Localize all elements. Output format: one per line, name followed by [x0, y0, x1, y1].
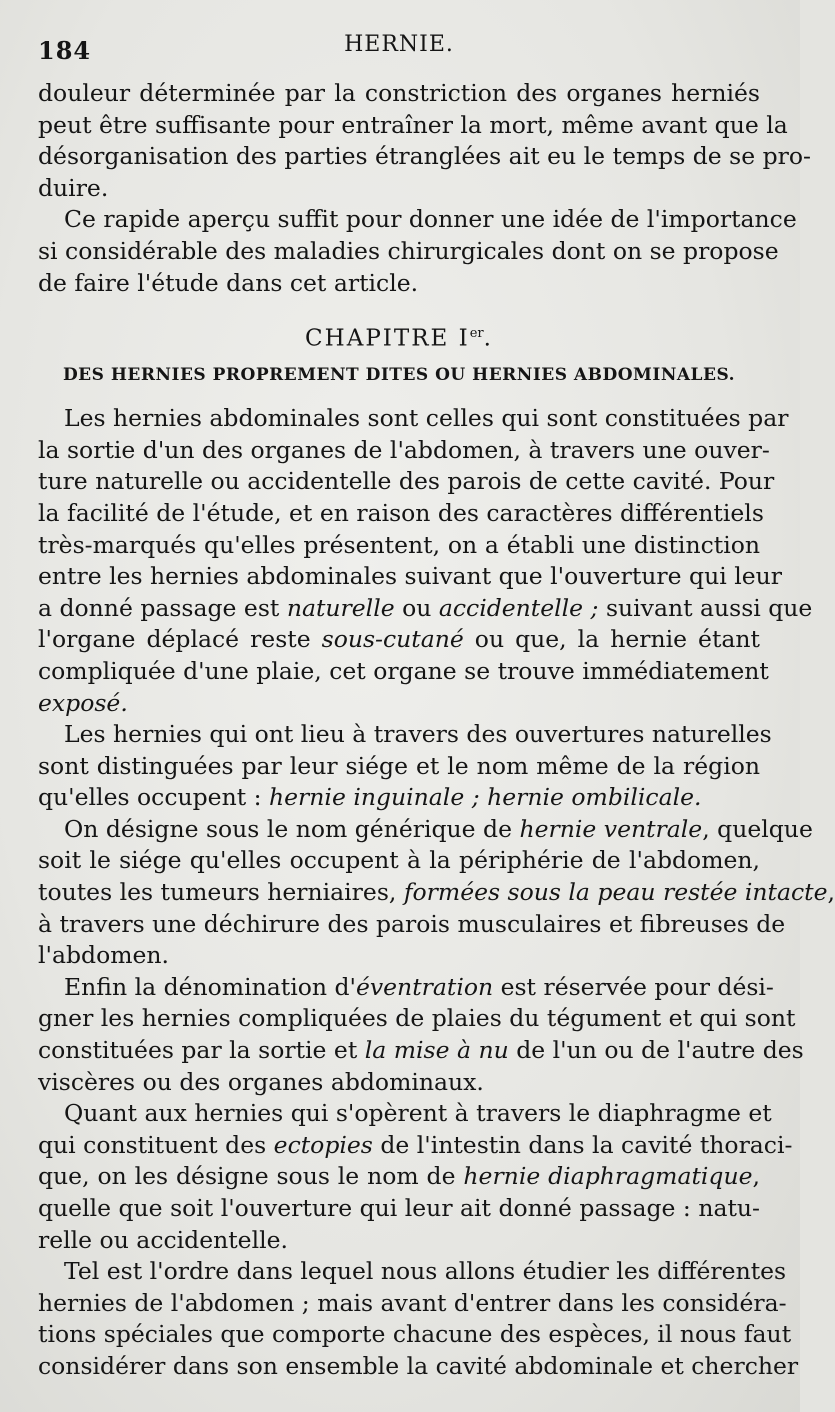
text-run: relle ou accidentelle.: [38, 1225, 288, 1254]
text-line: [38, 1130, 793, 1162]
text-run: de l'un ou de l'autre des: [508, 1036, 804, 1065]
italic-term: ectopies: [273, 1130, 373, 1159]
text-run: ,: [752, 1162, 760, 1191]
text-run: de faire l'étude dans cet article.: [38, 268, 419, 297]
text-line: [38, 403, 789, 435]
text-run: ou que, la hernie étant: [463, 625, 760, 654]
text-run: Enfin la dénomination d': [64, 972, 356, 1001]
section-subtitle: DES HERNIES PROPREMENT DITES OU HERNIES ABDOMINALES.: [62, 365, 736, 386]
text-run: quelle que soit l'ouverture qui leur ait donné passage : natu-: [38, 1194, 760, 1222]
text-line: [38, 1319, 792, 1351]
text-run: que, on les désigne sous le nom de: [38, 1162, 464, 1191]
text-run: désorganisation des parties étranglées ait eu le temps de se pro-: [38, 142, 811, 171]
text-line: [38, 877, 835, 909]
text-line: [38, 688, 760, 720]
text-line: [38, 814, 813, 846]
text-line: [38, 845, 760, 877]
text-line: [38, 236, 779, 268]
text-run: duire.: [38, 173, 109, 202]
text-line: [38, 909, 786, 941]
text-run: ture naturelle ou accidentelle des parois de cette cavité. Pour: [38, 467, 775, 496]
text-line: [38, 141, 811, 173]
text-line: [38, 1256, 787, 1288]
running-head: HERNIE.: [344, 32, 454, 57]
italic-term: exposé.: [38, 688, 128, 717]
text-line: [38, 593, 813, 625]
text-run: qu'elles occupent :: [38, 783, 270, 812]
text-line: [38, 204, 797, 236]
text-run: Les hernies qui ont lieu à travers des ouvertures naturelles: [64, 720, 772, 749]
italic-term: éventration: [355, 972, 494, 1001]
text-line: [38, 561, 782, 593]
text-run: l'abdomen.: [38, 941, 170, 970]
text-line: [38, 110, 788, 142]
page-body: [38, 78, 835, 1383]
text-run: Les hernies abdominales sont celles qui sont constituées par: [64, 404, 789, 433]
text-run: la sortie d'un des organes de l'abdomen, à travers une ouver-: [38, 435, 770, 464]
text-run: ou: [394, 593, 439, 622]
page-number: 184: [38, 36, 92, 65]
text-line: [38, 1035, 804, 1067]
text-line: [38, 435, 770, 467]
text-line: [38, 78, 760, 110]
text-run: entre les hernies abdominales suivant que l'ouverture qui leur: [38, 562, 782, 591]
text-run: de l'intestin dans la cavité thoraci-: [372, 1130, 793, 1159]
text-run: a donné passage est: [38, 593, 287, 622]
italic-term: hernie ventrale: [519, 814, 703, 843]
text-line: [38, 719, 772, 751]
text-run: douleur déterminée par la constriction des organes herniés: [38, 79, 760, 107]
text-line: [38, 1098, 772, 1130]
text-line: [38, 1161, 760, 1193]
chapter-superscript: er: [469, 326, 484, 342]
text-line: [38, 268, 760, 300]
italic-term: hernie diaphragmatique: [463, 1162, 753, 1191]
text-run: sont distinguées par leur siége et le nom même de la région: [38, 751, 760, 780]
text-run: très-marqués qu'elles présentent, on a établi une distinction: [38, 530, 760, 559]
text-line: [38, 972, 774, 1004]
text-run: l'organe déplacé reste: [38, 625, 322, 654]
text-run: hernies de l'abdomen ; mais avant d'entrer dans les considéra-: [38, 1288, 787, 1317]
text-line: [38, 1351, 799, 1383]
text-run: suivant aussi que: [598, 593, 813, 622]
text-run: Ce rapide aperçu suffit pour donner une idée de l'importance: [64, 205, 797, 234]
page-header: [38, 30, 760, 66]
text-run: soit le siége qu'elles occupent à la périphérie de l'abdomen,: [38, 846, 760, 875]
italic-term: sous-cutané: [321, 625, 464, 654]
text-run: peut être suffisante pour entraîner la mort, même avant que la: [38, 110, 788, 139]
text-run: qui constituent des: [38, 1130, 274, 1159]
text-run: Quant aux hernies qui s'opèrent à travers le diaphragme et: [64, 1099, 772, 1128]
text-line: [38, 1067, 760, 1099]
text-run: ,: [827, 878, 835, 907]
opening-paragraphs: [38, 78, 811, 299]
text-line: [38, 1288, 787, 1320]
text-run: considérer dans son ensemble la cavité abdominale et chercher: [38, 1351, 799, 1380]
chapter-heading: CHAPITRE Ier.: [305, 325, 493, 352]
text-line: [38, 173, 760, 205]
text-run: la facilité de l'étude, et en raison des caractères différentiels: [38, 498, 764, 527]
italic-term: hernie inguinale ; hernie ombilicale.: [269, 783, 702, 812]
text-run: compliquée d'une plaie, cet organe se trouve immédiatement: [38, 656, 769, 685]
text-line: [38, 1225, 760, 1257]
italic-term: naturelle: [286, 593, 395, 622]
text-run: viscères ou des organes abdominaux.: [38, 1067, 484, 1096]
text-line: [38, 940, 760, 972]
text-line: [38, 498, 764, 530]
italic-term: accidentelle ;: [438, 593, 599, 622]
italic-term: formées sous la peau restée intacte: [403, 878, 828, 907]
text-line: [38, 1193, 760, 1225]
text-run: si considérable des maladies chirurgicales dont on se propose: [38, 236, 779, 265]
text-run: tions spéciales que comporte chacune des espèces, il nous faut: [38, 1320, 792, 1349]
text-run: est réservée pour dési-: [493, 972, 774, 1001]
text-line: [38, 751, 760, 783]
text-run: toutes les tumeurs herniaires,: [38, 878, 404, 907]
text-line: [38, 656, 769, 688]
text-run: constituées par la sortie et: [38, 1036, 365, 1065]
text-line: [38, 466, 775, 498]
text-run: à travers une déchirure des parois musculaires et fibreuses de: [38, 909, 786, 938]
italic-term: la mise à nu: [364, 1036, 509, 1065]
text-line: [38, 1003, 796, 1035]
text-run: Tel est l'ordre dans lequel nous allons étudier les différentes: [64, 1257, 787, 1286]
main-paragraphs: [38, 403, 835, 1382]
text-line: [38, 782, 760, 814]
text-run: , quelque: [702, 814, 813, 843]
text-run: gner les hernies compliquées de plaies du tégument et qui sont: [38, 1004, 796, 1033]
text-line: [38, 530, 760, 562]
text-run: On désigne sous le nom générique de: [64, 814, 520, 843]
text-line: [38, 624, 760, 656]
